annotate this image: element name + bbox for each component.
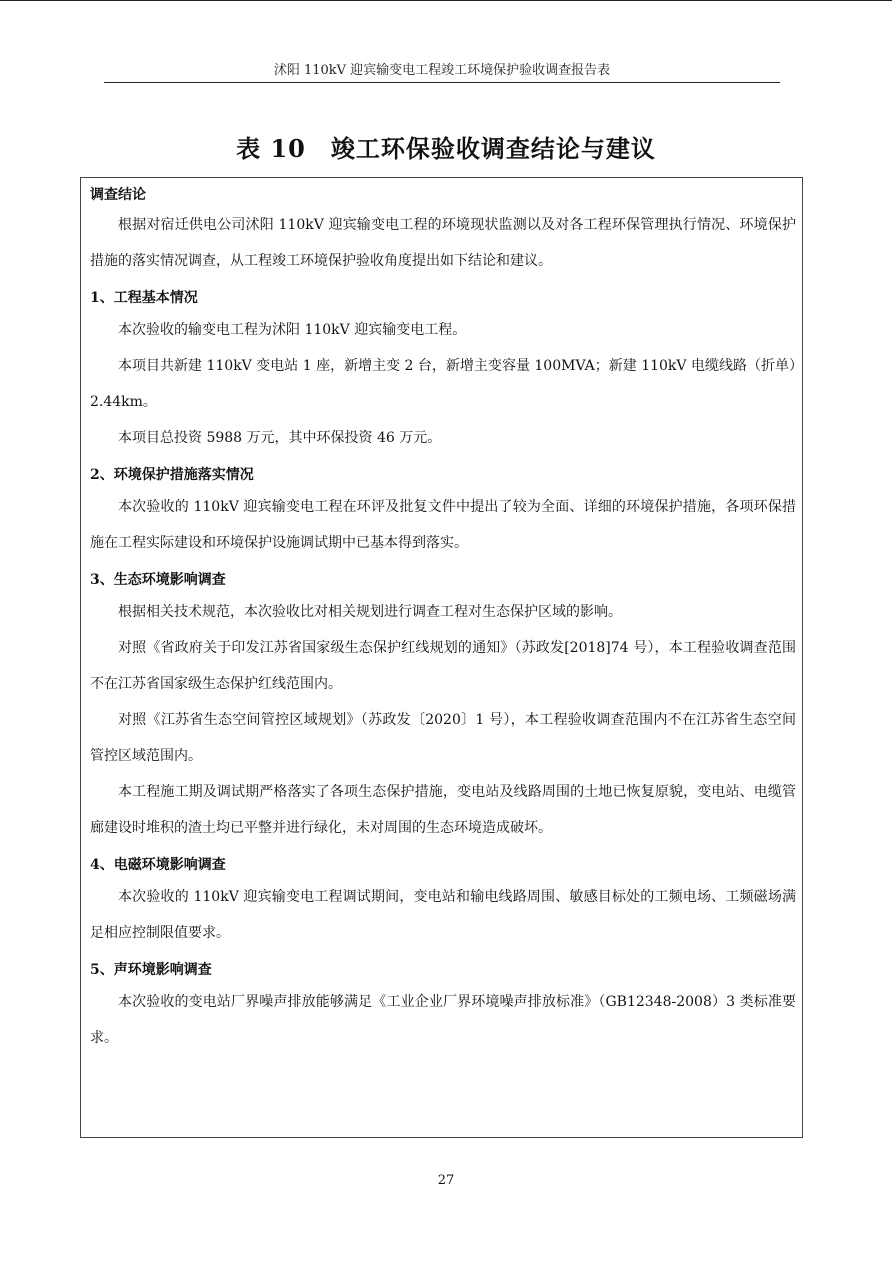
section-paragraph: 本项目共新建 110kV 变电站 1 座，新增主变 2 台，新增主变容量 100MVA；新建 110kV 电缆线路（折单）2.44km。	[90, 358, 796, 410]
section-paragraph: 本次验收的 110kV 迎宾输变电工程在环评及批复文件中提出了较为全面、详细的环境保护措施，各项环保措施在工程实际建设和环境保护设施调试期中已基本得到落实。	[90, 499, 796, 551]
section-heading: 2、环境保护措施落实情况	[90, 467, 254, 483]
section-paragraph: 本工程施工期及调试期严格落实了各项生态保护措施，变电站及线路周围的土地已恢复原貌，变电站、电缆管廊建设时堆积的渣土均已平整并进行绿化，未对周围的生态环境造成破坏。	[90, 784, 796, 836]
section-basic-info	[90, 286, 796, 456]
section-acoustic-impact	[90, 958, 796, 1056]
section-protection-measures	[90, 463, 796, 561]
section-paragraph: 本次验收的变电站厂界噪声排放能够满足《工业企业厂界环境噪声排放标准》（GB12348-2008）3 类标准要求。	[90, 994, 796, 1046]
section-paragraph: 对照《省政府关于印发江苏省国家级生态保护红线规划的通知》（苏政发[2018]74 号），本工程验收调查范围不在江苏省国家级生态保护红线范围内。	[90, 640, 796, 692]
section-paragraph: 本次验收的输变电工程为沭阳 110kV 迎宾输变电工程。	[118, 322, 467, 338]
section-heading: 1、工程基本情况	[90, 290, 198, 306]
intro-paragraph: 根据对宿迁供电公司沭阳 110kV 迎宾输变电工程的环境现状监测以及对各工程环保管理执行情况、环境保护措施的落实情况调查，从工程竣工环境保护验收角度提出如下结论和建议。	[90, 217, 796, 269]
section-ecological-impact	[90, 568, 796, 846]
running-header: 沭阳 110kV 迎宾输变电工程竣工环境保护验收调查报告表	[273, 63, 611, 78]
page-number: 27	[437, 1173, 455, 1188]
section-paragraph: 本项目总投资 5988 万元，其中环保投资 46 万元。	[118, 430, 442, 446]
section-paragraph: 对照《江苏省生态空间管控区域规划》（苏政发〔2020〕1 号），本工程验收调查范围内不在江苏省生态空间管控区域范围内。	[90, 712, 796, 764]
section-paragraph: 本次验收的 110kV 迎宾输变电工程调试期间，变电站和输电线路周围、敏感目标处的工频电场、工频磁场满足相应控制限值要求。	[90, 889, 796, 941]
header-rule	[104, 82, 780, 83]
section-heading: 5、声环境影响调查	[90, 962, 212, 978]
section-heading: 3、生态环境影响调查	[90, 572, 226, 588]
survey-conclusion-label: 调查结论	[90, 187, 146, 203]
conclusion-table-content	[90, 183, 796, 1056]
section-heading: 4、电磁环境影响调查	[90, 857, 226, 873]
table-title: 表 10 竣工环保验收调查结论与建议	[236, 134, 656, 163]
section-electromagnetic-impact	[90, 853, 796, 951]
section-paragraph: 根据相关技术规范，本次验收比对相关规划进行调查工程对生态保护区域的影响。	[118, 604, 622, 620]
top-border-rule	[0, 0, 892, 1]
